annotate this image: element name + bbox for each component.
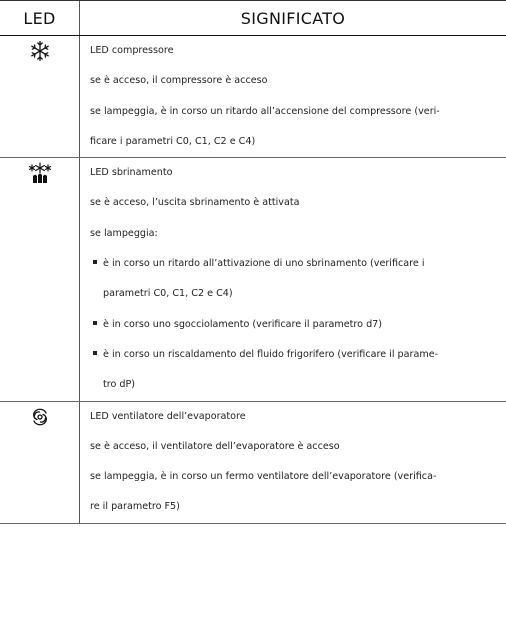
led-cell bbox=[0, 402, 80, 523]
bullet-item bbox=[90, 310, 496, 340]
text-line: se lampeggia, è in corso un ritardo all’accensione del compressore (veri- bbox=[90, 105, 440, 117]
text-line: ficare i parametri C0, C1, C2 e C4) bbox=[90, 135, 256, 147]
table-row-ventilatore bbox=[0, 402, 506, 524]
bullet-item bbox=[90, 249, 496, 279]
meaning-cell bbox=[80, 36, 506, 157]
table-row-sbrinamento bbox=[0, 158, 506, 401]
meaning-cell bbox=[80, 158, 506, 400]
meaning-cell bbox=[80, 402, 506, 523]
bullet-icon bbox=[93, 351, 97, 355]
bullet-text: è in corso un ritardo all’attivazione di uno sbrinamento (verificare i bbox=[103, 258, 425, 270]
text-line: se è acceso, l’uscita sbrinamento è attivata bbox=[90, 197, 300, 209]
table-header bbox=[0, 1, 506, 36]
bullet-icon bbox=[93, 260, 97, 264]
fan-icon bbox=[28, 405, 52, 429]
text-line: re il parametro F5) bbox=[90, 501, 180, 513]
bullet-icon bbox=[93, 321, 97, 325]
led-cell bbox=[0, 36, 80, 157]
text-line: LED ventilatore dell’evaporatore bbox=[90, 410, 246, 422]
text-line: tro dP) bbox=[103, 379, 136, 391]
text-line: se lampeggia, è in corso un fermo ventilatore dell’evaporatore (verifica- bbox=[90, 471, 437, 483]
text-line: LED compressore bbox=[90, 45, 174, 56]
text-line: LED sbrinamento bbox=[90, 167, 173, 179]
header-led: LED bbox=[0, 1, 80, 35]
bullet-item bbox=[90, 340, 496, 370]
text-line: se è acceso, il ventilatore dell’evaporatore è acceso bbox=[90, 440, 340, 452]
snowflake-icon bbox=[28, 39, 52, 63]
header-significato: SIGNIFICATO bbox=[240, 8, 346, 28]
table-row-compressore bbox=[0, 36, 506, 158]
text-line: se lampeggia: bbox=[90, 227, 158, 239]
bullet-text: è in corso uno sgocciolamento (verificare il parametro d7) bbox=[103, 318, 383, 330]
text-line: se è acceso, il compressore è acceso bbox=[90, 75, 268, 87]
led-cell bbox=[0, 158, 80, 400]
bullet-text: è in corso un riscaldamento del fluido frigorifero (verificare il parame- bbox=[103, 348, 439, 360]
defrost-icon bbox=[28, 161, 52, 185]
text-line: parametri C0, C1, C2 e C4) bbox=[103, 288, 233, 300]
